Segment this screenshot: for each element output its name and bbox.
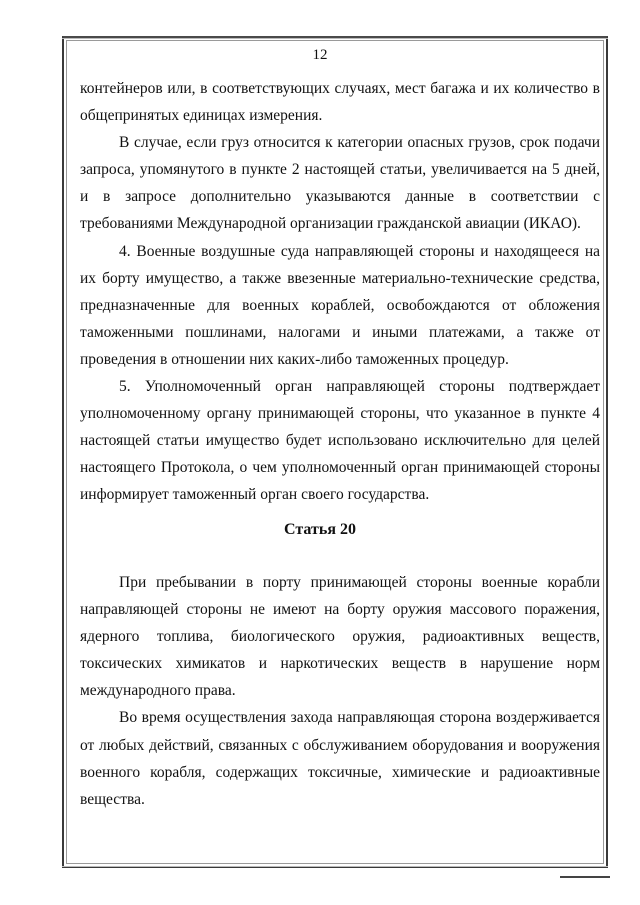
article-heading: Статья 20	[284, 521, 356, 538]
paragraph-port-stay: При пребывании в порту принимающей стороны военные корабли направляющей стороны не имеют на борту оружия массового поражения, ядерного топлива, биологического оружия, радиоактивных веществ, токсических химикатов и наркотических веществ в нарушение норм международного права.	[80, 574, 600, 700]
article-20-body	[80, 569, 600, 813]
paragraph-call-actions: Во время осуществления захода направляющая сторона воздерживается от любых действий, связанных с обслуживанием оборудования и вооружения военного корабля, содержащих токсичные, химические и радиоактивные вещества.	[80, 709, 600, 808]
paragraph-point-5: 5. Уполномоченный орган направляющей стороны подтверждает уполномоченному органу принимающей стороны, что указанное в пункте 4 настоящей статьи имущество будет использовано исключительно для целей настоящего Протокола, о чем уполномоченный орган принимающей стороны информирует таможенный орган своего государства.	[80, 378, 600, 504]
article-19-continuation	[80, 75, 600, 509]
scan-edge-mark	[560, 876, 610, 878]
paragraph-dangerous-goods: В случае, если груз относится к категории опасных грузов, срок подачи запроса, упомянутого в пункте 2 настоящей статьи, увеличивается на 5 дней, и в запросе дополнительно указываются данные в соответствии с требованиями Международной организации гражданской авиации (ИКАО).	[80, 134, 600, 233]
page-number: 12	[312, 47, 328, 63]
paragraph-continuation: контейнеров или, в соответствующих случаях, мест багажа и их количество в общепринятых единицах измерения.	[80, 80, 600, 125]
scan-artifact-bottom	[62, 866, 608, 867]
paragraph-point-4: 4. Военные воздушные суда направляющей стороны и находящееся на их борту имущество, а также ввезенные материально-технические средства, предназначенные для военных кораблей, освобождаются от обложения таможенными пошлинами, налогами и иными платежами, а также от проведения в отношении них каких-либо таможенных процедур.	[80, 242, 600, 368]
scan-artifact-top	[62, 38, 608, 39]
